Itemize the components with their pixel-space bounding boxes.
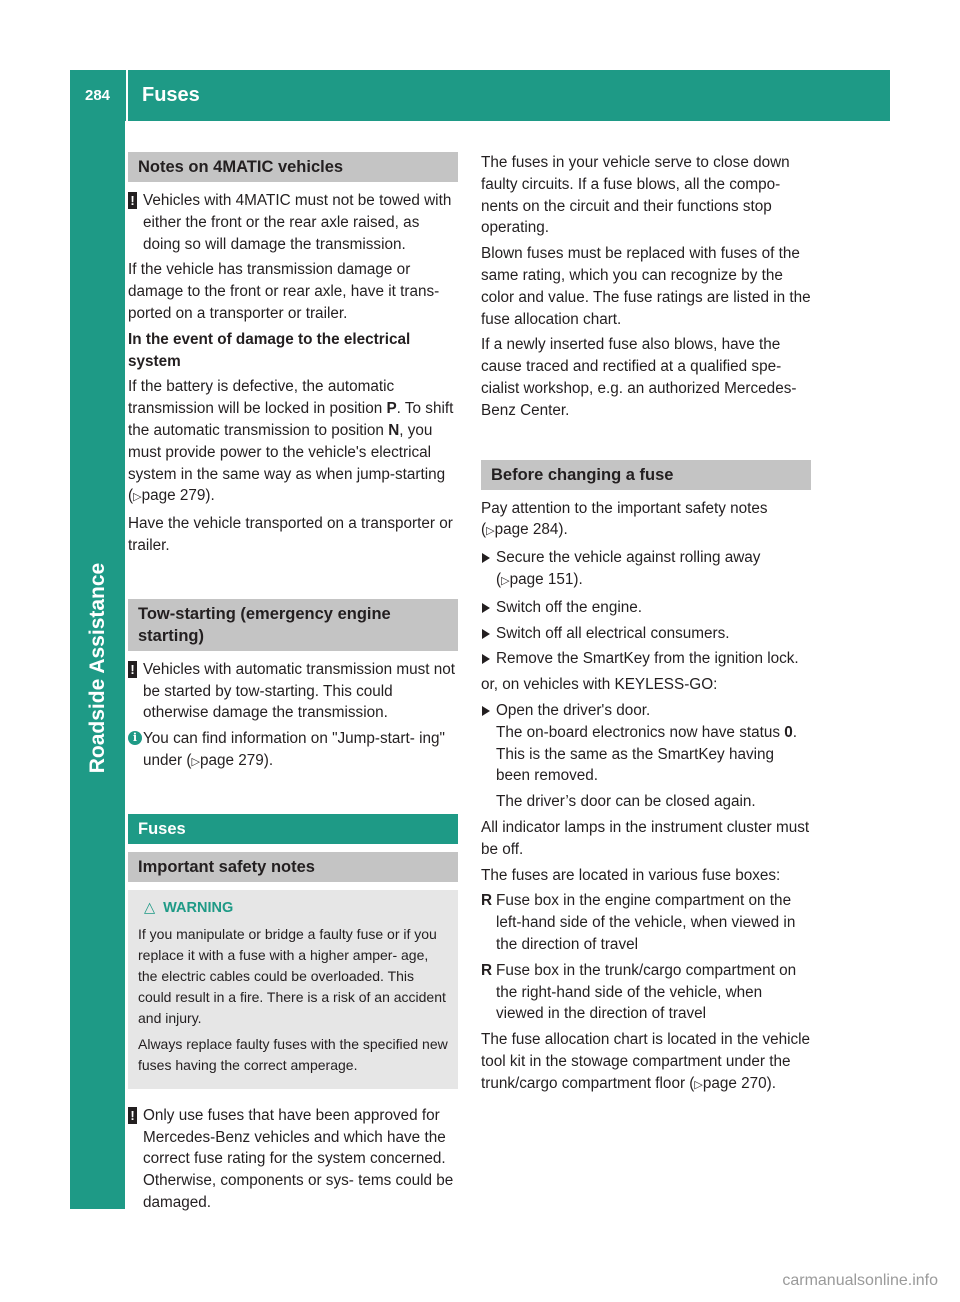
- arrow-icon: [482, 553, 490, 563]
- paragraph: or, on vehicles with KEYLESS-GO:: [481, 676, 718, 694]
- warning-text: Always replace faulty fuses with the specified new fuses having the correct amperage.: [138, 1035, 448, 1073]
- right-column: [481, 152, 811, 1100]
- paragraph: If a newly inserted fuse also blows, have the cause traced and rectified at a qualified spe- cialist workshop, e.g. an authorized Mercedes-Benz Center.: [481, 336, 797, 419]
- instruction-step: Secure the vehicle against rolling away (▷page 151).: [481, 547, 811, 593]
- page-ref-icon: ▷: [191, 755, 200, 768]
- instruction-step: Open the driver's door.: [481, 700, 811, 722]
- caution-note: [128, 659, 458, 724]
- page-ref-icon: ▷: [694, 1078, 703, 1091]
- arrow-icon: [482, 603, 490, 613]
- section-heading-safety-notes: Important safety notes: [128, 852, 458, 882]
- instruction-step: Remove the SmartKey from the ignition lock.: [481, 648, 811, 670]
- note-text: Vehicles with 4MATIC must not be towed with either the front or the rear axle raised, as doing so will damage the transmission.: [143, 192, 452, 253]
- step-result: The on-board electronics now have status 0. This is the same as the SmartKey having been removed.: [496, 723, 798, 785]
- paragraph: The fuse allocation chart is located in the vehicle tool kit in the stowage compartment under the trunk/cargo compartment floor (▷page 270).: [481, 1031, 811, 1092]
- caution-note: [128, 1105, 458, 1214]
- page-ref-icon: ▷: [133, 491, 142, 504]
- section-heading-tow-starting: Tow-starting (emergency engine starting): [128, 599, 458, 651]
- paragraph: The fuses in your vehicle serve to close down faulty circuits. If a fuse blows, all the compo- nents on the circuit and their functions stop operating.: [481, 154, 790, 237]
- page-ref-icon: ▷: [501, 574, 510, 587]
- warning-text: If you manipulate or bridge a faulty fuse or if you replace it with a fuse with a higher amper- age, the electric cables could be overloaded. This could result in a fire. There is a risk of an accident and injury.: [138, 925, 446, 1026]
- paragraph: If the battery is defective, the automatic transmission will be locked in position P. To shift the automatic transmission to position N, you must provide power to the vehicle's electrical system in the same way as when jump-starting (▷page 279).: [128, 378, 454, 505]
- note-text: Only use fuses that have been approved for Mercedes-Benz vehicles and which have the correct fuse rating for the system concerned. Otherwise, components or sys- tems could be damaged.: [143, 1106, 454, 1211]
- left-column: [128, 152, 458, 1218]
- section-heading-before-changing: Before changing a fuse: [481, 460, 811, 490]
- page-title: Fuses: [142, 84, 200, 106]
- header-divider: [126, 70, 128, 121]
- bullet-icon: R: [481, 892, 493, 910]
- caution-note: [128, 190, 458, 255]
- instruction-step: Switch off all electrical consumers.: [481, 623, 811, 645]
- instruction-step: Switch off the engine.: [481, 597, 811, 619]
- exclamation-icon: !: [128, 192, 137, 209]
- subheading: In the event of damage to the electrical system: [128, 330, 411, 370]
- page-ref-icon: ▷: [486, 525, 495, 538]
- watermark: carmanualsonline.info: [782, 1272, 938, 1289]
- exclamation-icon: !: [128, 661, 137, 678]
- info-note: i You can find information on "Jump-start- ing" under (▷page 279).: [128, 728, 458, 774]
- page-number: 284: [84, 87, 111, 104]
- bullet-icon: R: [481, 961, 493, 979]
- paragraph: Blown fuses must be replaced with fuses of the same rating, which you can recognize by the color and value. The fuse ratings are listed in the fuse allocation chart.: [481, 245, 811, 328]
- paragraph: All indicator lamps in the instrument cluster must be off.: [481, 818, 810, 858]
- paragraph: If the vehicle has transmission damage or damage to the front or rear axle, have it trans- ported on a transporter or trailer.: [128, 261, 440, 322]
- sidebar-label: Roadside Assistance: [86, 562, 109, 774]
- paragraph: The fuses are located in various fuse boxes:: [481, 866, 781, 884]
- note-text: Vehicles with automatic transmission must not be started by tow-starting. This could otherwise damage the transmission.: [143, 660, 456, 722]
- step-result: The driver’s door can be closed again.: [496, 793, 756, 811]
- section-heading-4matic: Notes on 4MATIC vehicles: [128, 152, 458, 182]
- arrow-icon: [482, 654, 490, 664]
- paragraph: Pay attention to the important safety notes (▷page 284).: [481, 499, 768, 539]
- info-icon: i: [128, 731, 142, 745]
- page-header: [70, 70, 890, 121]
- warning-box: [128, 890, 458, 1089]
- paragraph: Have the vehicle transported on a transporter or trailer.: [128, 515, 453, 554]
- list-item: R Fuse box in the trunk/cargo compartment on the right-hand side of the vehicle, when viewed in the direction of travel: [481, 961, 797, 1023]
- arrow-icon: [482, 706, 490, 716]
- warning-heading: △ WARNING: [144, 898, 448, 919]
- list-item: R Fuse box in the engine compartment on the left-hand side of the vehicle, when viewed in the direction of travel: [481, 892, 796, 953]
- warning-triangle-icon: △: [144, 899, 156, 916]
- exclamation-icon: !: [128, 1107, 137, 1124]
- section-heading-fuses: Fuses: [128, 814, 458, 844]
- arrow-icon: [482, 629, 490, 639]
